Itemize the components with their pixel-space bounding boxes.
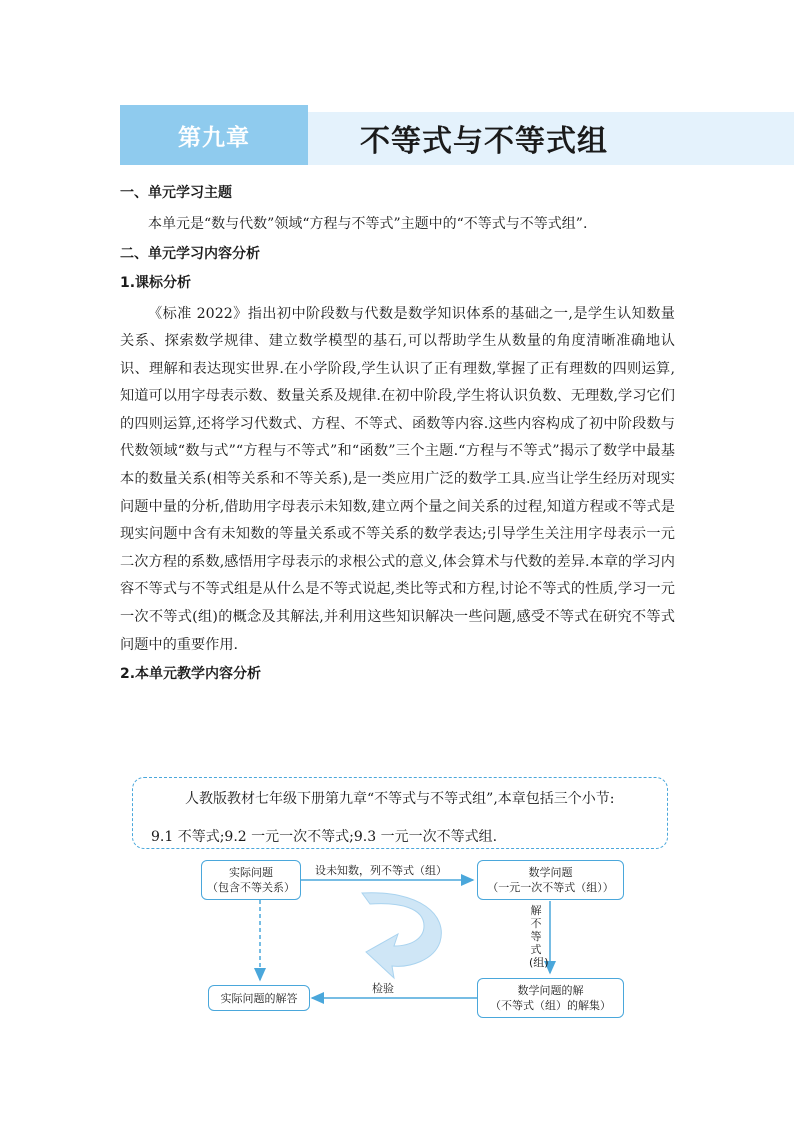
edge-solve-label: 解不等式(组): [529, 904, 549, 969]
node-math-solution-title: 数学问题的解: [517, 984, 584, 997]
curved-arrow-icon: [362, 893, 441, 978]
node-math-problem: [477, 860, 624, 900]
node-math-solution-sub: （不等式（组）的解集）: [490, 999, 611, 1012]
node-real-problem-sub: （包含不等关系）: [207, 881, 295, 894]
edge-check-label: 检验: [372, 982, 394, 995]
subsection1-text: 《标准 2022》指出初中阶段数与代数是数学知识体系的基础之一,是学生认知数量关系、探索数学规律、建立数学模型的基石,可以帮助学生从数量的角度清晰准确地认识、理解和表达现实世界.在小学阶段,学生认识了正有理数,掌握了正有理数的四则运算,知道可以用字母表示数、数量关系及规律.在初中阶段,学生将认识负数、无理数,学习它们的四则运算,还将学习代数式、方程、不等式、函数等内容.这些内容构成了初中阶段数与代数领域“数与式”“方程与不等式”和“函数”三个主题.“方程与不等式”揭示了数学中最基本的数量关系(相等关系和不等关系),是一类应用广泛的数学工具.应当让学生经历对现实问题中量的分析,借助用字母表示未知数,建立两个量之间关系的过程,知道方程或不等式是现实问题中含有未知数的等量关系或不等关系的数学表达;引导学生关注用字母表示一元二次方程的系数,感悟用字母表示的求根公式的意义,体会算术与代数的差异.本章的学习内容不等式与不等式组是从什么是不等式说起,类比等式和方程,讨论不等式的性质,学习一元一次不等式(组)的概念及其解法,并利用这些知识解决一些问题,感受不等式在研究不等式问题中的重要作用.: [120, 305, 675, 653]
section1-heading: 一、单元学习主题: [120, 185, 232, 201]
node-real-answer: [208, 985, 310, 1011]
summary-line-1: 人教版教材七年级下册第九章“不等式与不等式组”,本章包括三个小节:: [185, 791, 615, 807]
chapter-title: 不等式与不等式组: [360, 124, 608, 159]
chapter-header: [0, 0, 794, 170]
section1-text: 本单元是“数与代数”领域“方程与不等式”主题中的“不等式与不等式组”.: [148, 216, 588, 232]
chapter-label: 第九章: [120, 105, 308, 165]
node-math-solution: [477, 978, 624, 1018]
subsection2-heading: 2.本单元教学内容分析: [120, 666, 262, 683]
section2-heading: 二、单元学习内容分析: [120, 245, 260, 262]
node-math-problem-title: 数学问题: [528, 866, 573, 879]
node-real-problem: [201, 860, 301, 900]
content-summary-box: [132, 777, 668, 849]
node-real-problem-title: 实际问题: [229, 866, 273, 879]
document-body: [120, 182, 675, 692]
node-real-answer-title: 实际问题的解答: [220, 991, 298, 1005]
node-math-problem-sub: （一元一次不等式（组））: [487, 881, 614, 894]
summary-line-2: 9.1 不等式;9.2 一元一次不等式;9.3 一元一次不等式组.: [151, 829, 498, 845]
subsection1-heading: 1.课标分析: [120, 274, 192, 291]
edge-setup-label: 设未知数，列不等式（组）: [315, 864, 447, 877]
